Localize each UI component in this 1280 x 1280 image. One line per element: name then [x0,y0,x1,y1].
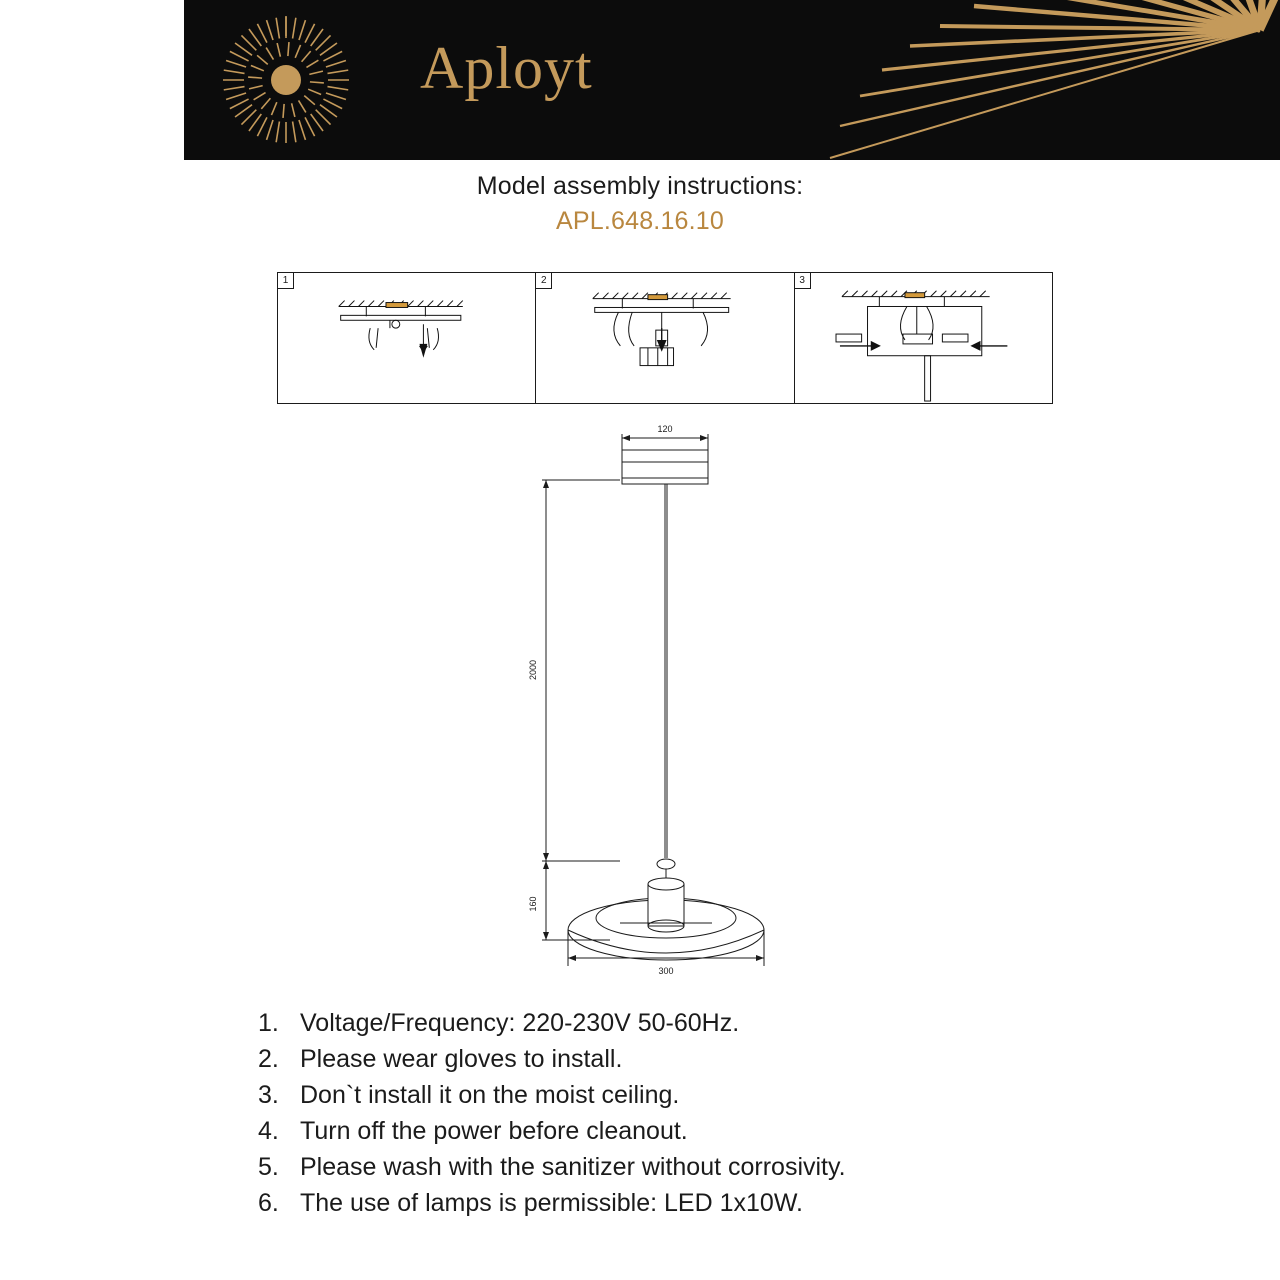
note-text: Please wash with the sanitizer without corrosivity. [300,1153,846,1181]
note-item [258,1185,1078,1221]
note-item [258,1041,1078,1077]
step-2-diagram [536,273,793,403]
brand-banner [184,0,1280,160]
model-code: APL.648.16.10 [555,207,725,235]
note-item [258,1113,1078,1149]
step-number: 2 [536,273,552,289]
note-item [258,1077,1078,1113]
note-text: Don`t install it on the moist ceiling. [300,1081,680,1109]
sunburst-icon [220,14,352,146]
dim-top-width: 120 [657,424,673,434]
note-text: Please wear gloves to install. [300,1045,623,1073]
step-3-diagram [795,273,1052,403]
note-index: 2. [258,1045,279,1073]
product-dimension-drawing [470,418,830,988]
step-number: 1 [278,273,294,289]
assembly-step-1 [278,273,535,403]
assembly-step-3 [794,273,1052,403]
dim-shade-height: 160 [528,896,538,912]
safety-notes-list [258,1005,1078,1221]
title-primary: Model assembly instructions: [476,172,804,200]
note-text: The use of lamps is permissible: LED 1x10W. [300,1189,803,1217]
step-1-diagram [278,273,535,403]
note-text: Turn off the power before cleanout. [300,1117,688,1145]
page-title [0,172,1280,236]
assembly-step-2 [535,273,793,403]
ray-fan-icon [790,0,1280,160]
note-item [258,1149,1078,1185]
note-index: 3. [258,1081,279,1109]
note-index: 6. [258,1189,279,1217]
dim-total-height: 2000 [528,659,538,681]
assembly-steps [277,272,1053,404]
step-number: 3 [795,273,811,289]
brand-logo: Aployt [420,35,593,101]
dim-bottom-width: 300 [658,966,674,976]
note-index: 5. [258,1153,279,1181]
note-item [258,1005,1078,1041]
note-index: 1. [258,1009,279,1037]
note-index: 4. [258,1117,279,1145]
note-text: Voltage/Frequency: 220-230V 50-60Hz. [300,1009,740,1037]
